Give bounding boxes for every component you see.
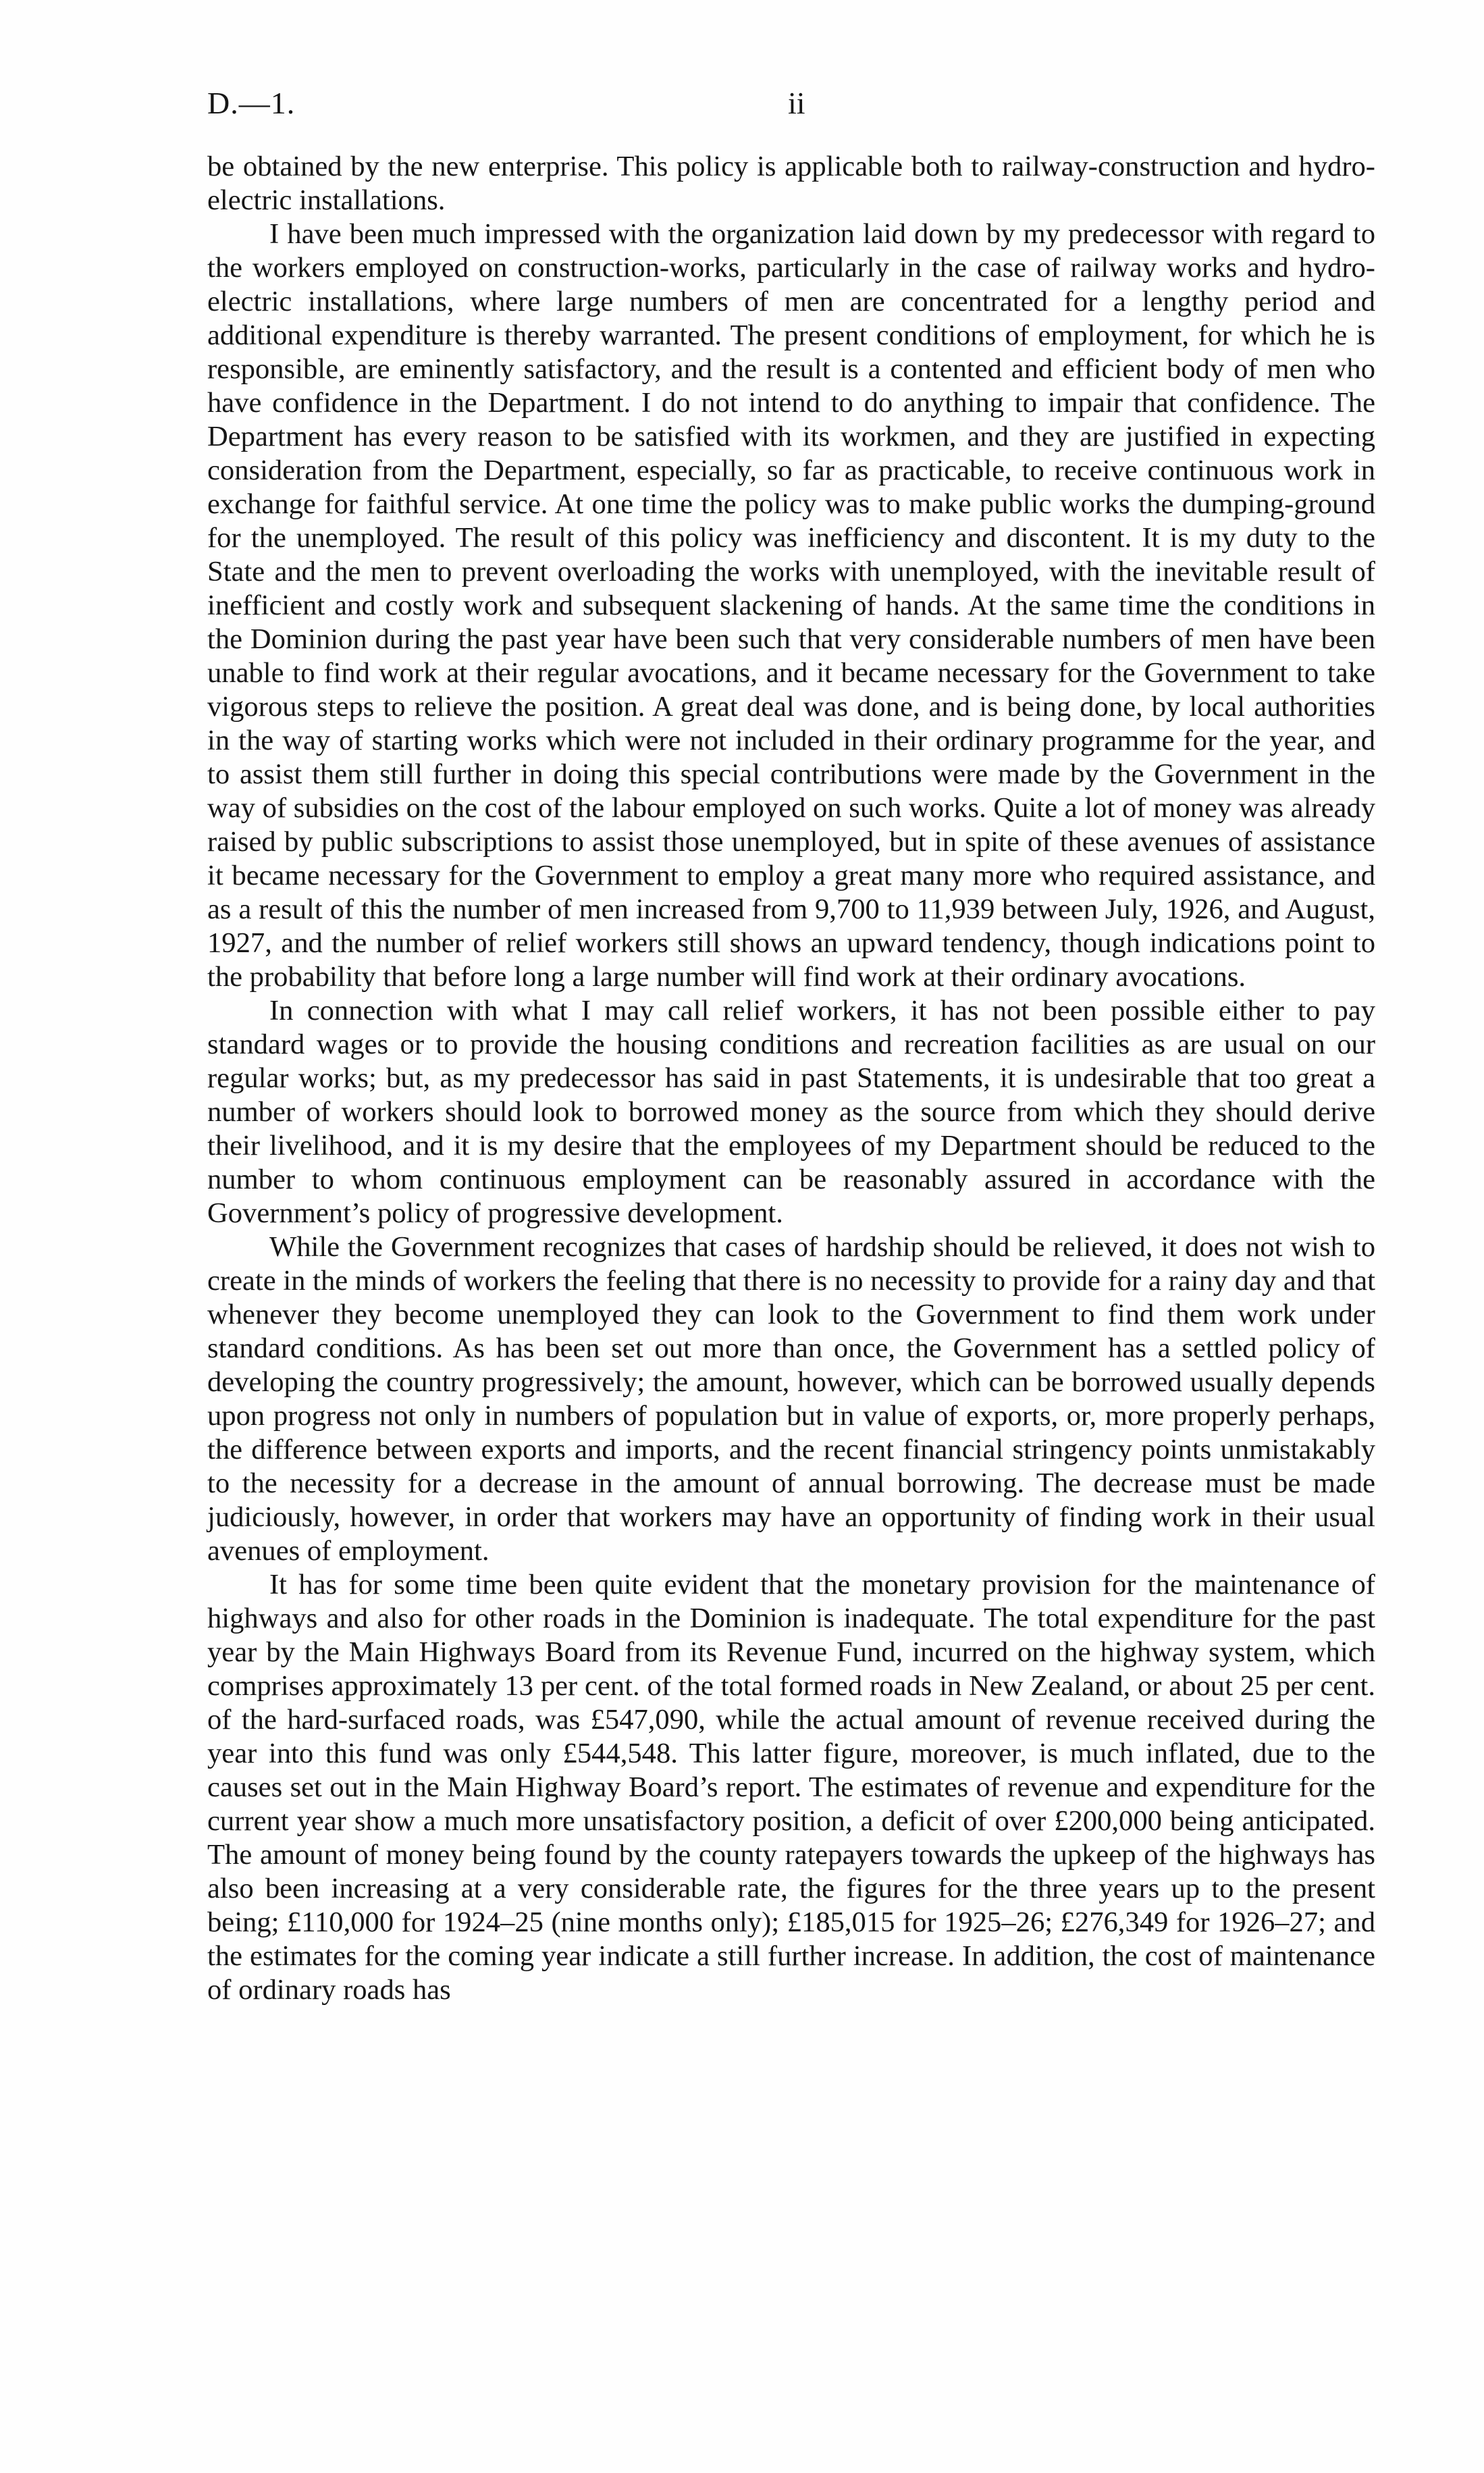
page-header	[207, 85, 1375, 132]
paragraph-government-policy: While the Government recognizes that cases of hardship should be relieved, it does not wish to create in the minds of workers the feeling that there is no necessity to provide for a rainy day and that whenever they become unemployed they can look to the Government to find them work under standard conditions. As has been set out more than once, the Government has a settled policy of developing the country progressively; the amount, however, which can be borrowed usually depends upon progress not only in numbers of population but in value of exports, or, more properly perhaps, the difference between exports and imports, and the recent financial stringency points unmistakably to the necessity for a decrease in the amount of annual borrowing. The decrease must be made judiciously, however, in order that workers may have an opportunity of finding work in their usual avenues of employment.	[207, 1231, 1375, 1567]
paragraph-highways-maintenance: It has for some time been quite evident that the monetary provision for the maintenance of highways and also for other roads in the Dominion is inadequate. The total expenditure for the past year by the Main Highways Board from its Revenue Fund, incurred on the highway system, which comprises approximately 13 per cent. of the total formed roads in New Zealand, or about 25 per cent. of the hard-surfaced roads, was £547,090, while the actual amount of revenue received during the year into this fund was only £544,548. This latter figure, moreover, is much inflated, due to the causes set out in the Main Highway Board’s report. The estimates of revenue and expenditure for the current year show a much more unsatisfactory position, a deficit of over £200,000 being anticipated. The amount of money being found by the county ratepayers towards the upkeep of the highways has also been increasing at a very considerable rate, the figures for the three years up to the present being; £110,000 for 1924–25 (nine months only); £185,015 for 1925–26; £276,349 for 1926–27; and the estimates for the coming year indicate a still further increase. In addition, the cost of maintenance of ordinary roads has	[207, 1569, 1375, 2006]
page-number: ii	[788, 86, 805, 120]
paragraph-continuation: be obtained by the new enterprise. This policy is applicable both to railway-construction and hydro-electric installations.	[207, 151, 1375, 216]
document-reference: D.—1.	[207, 86, 296, 120]
body-text	[207, 150, 1375, 2007]
paragraph-relief-workers: In connection with what I may call relief workers, it has not been possible either to pay standard wages or to provide the housing conditions and recreation facilities as are usual on our regular works; but, as my predecessor has said in past Statements, it is undesirable that too great a number of workers should look to borrowed money as the source from which they should derive their livelihood, and it is my desire that the employees of my Department should be reduced to the number to whom continuous employment can be reasonably assured in accordance with the Government’s policy of progressive development.	[207, 995, 1375, 1229]
paragraph-workers-organization: I have been much impressed with the organization laid down by my predecessor with regard to the workers employed on construction-works, particularly in the case of railway works and hydro-electric installations, where large numbers of men are concentrated for a lengthy period and additional expenditure is thereby warranted. The present conditions of employment, for which he is responsible, are eminently satisfactory, and the result is a contented and efficient body of men who have confidence in the Department. I do not intend to do anything to impair that confidence. The Department has every reason to be satisfied with its workmen, and they are justified in expecting consideration from the Department, especially, so far as practicable, to receive continuous work in exchange for faithful service. At one time the policy was to make public works the dumping-ground for the unemployed. The result of this policy was inefficiency and discontent. It is my duty to the State and the men to prevent overloading the works with unemployed, with the inevitable result of inefficient and costly work and subsequent slackening of hands. At the same time the conditions in the Dominion during the past year have been such that very considerable numbers of men have been unable to find work at their regular avocations, and it became necessary for the Government to take vigorous steps to relieve the position. A great deal was done, and is being done, by local authorities in the way of starting works which were not included in their ordinary programme for the year, and to assist them still further in doing this special contributions were made by the Government in the way of subsidies on the cost of the labour employed on such works. Quite a lot of money was already raised by public subscriptions to assist those unemployed, but in spite of these avenues of assistance it became necessary for the Government to employ a great many more who required assistance, and as a result of this the number of men increased from 9,700 to 11,939 between July, 1926, and August, 1927, and the number of relief workers still shows an upward tendency, though indications point to the probability that before long a large number will find work at their ordinary avocations.	[207, 218, 1375, 993]
